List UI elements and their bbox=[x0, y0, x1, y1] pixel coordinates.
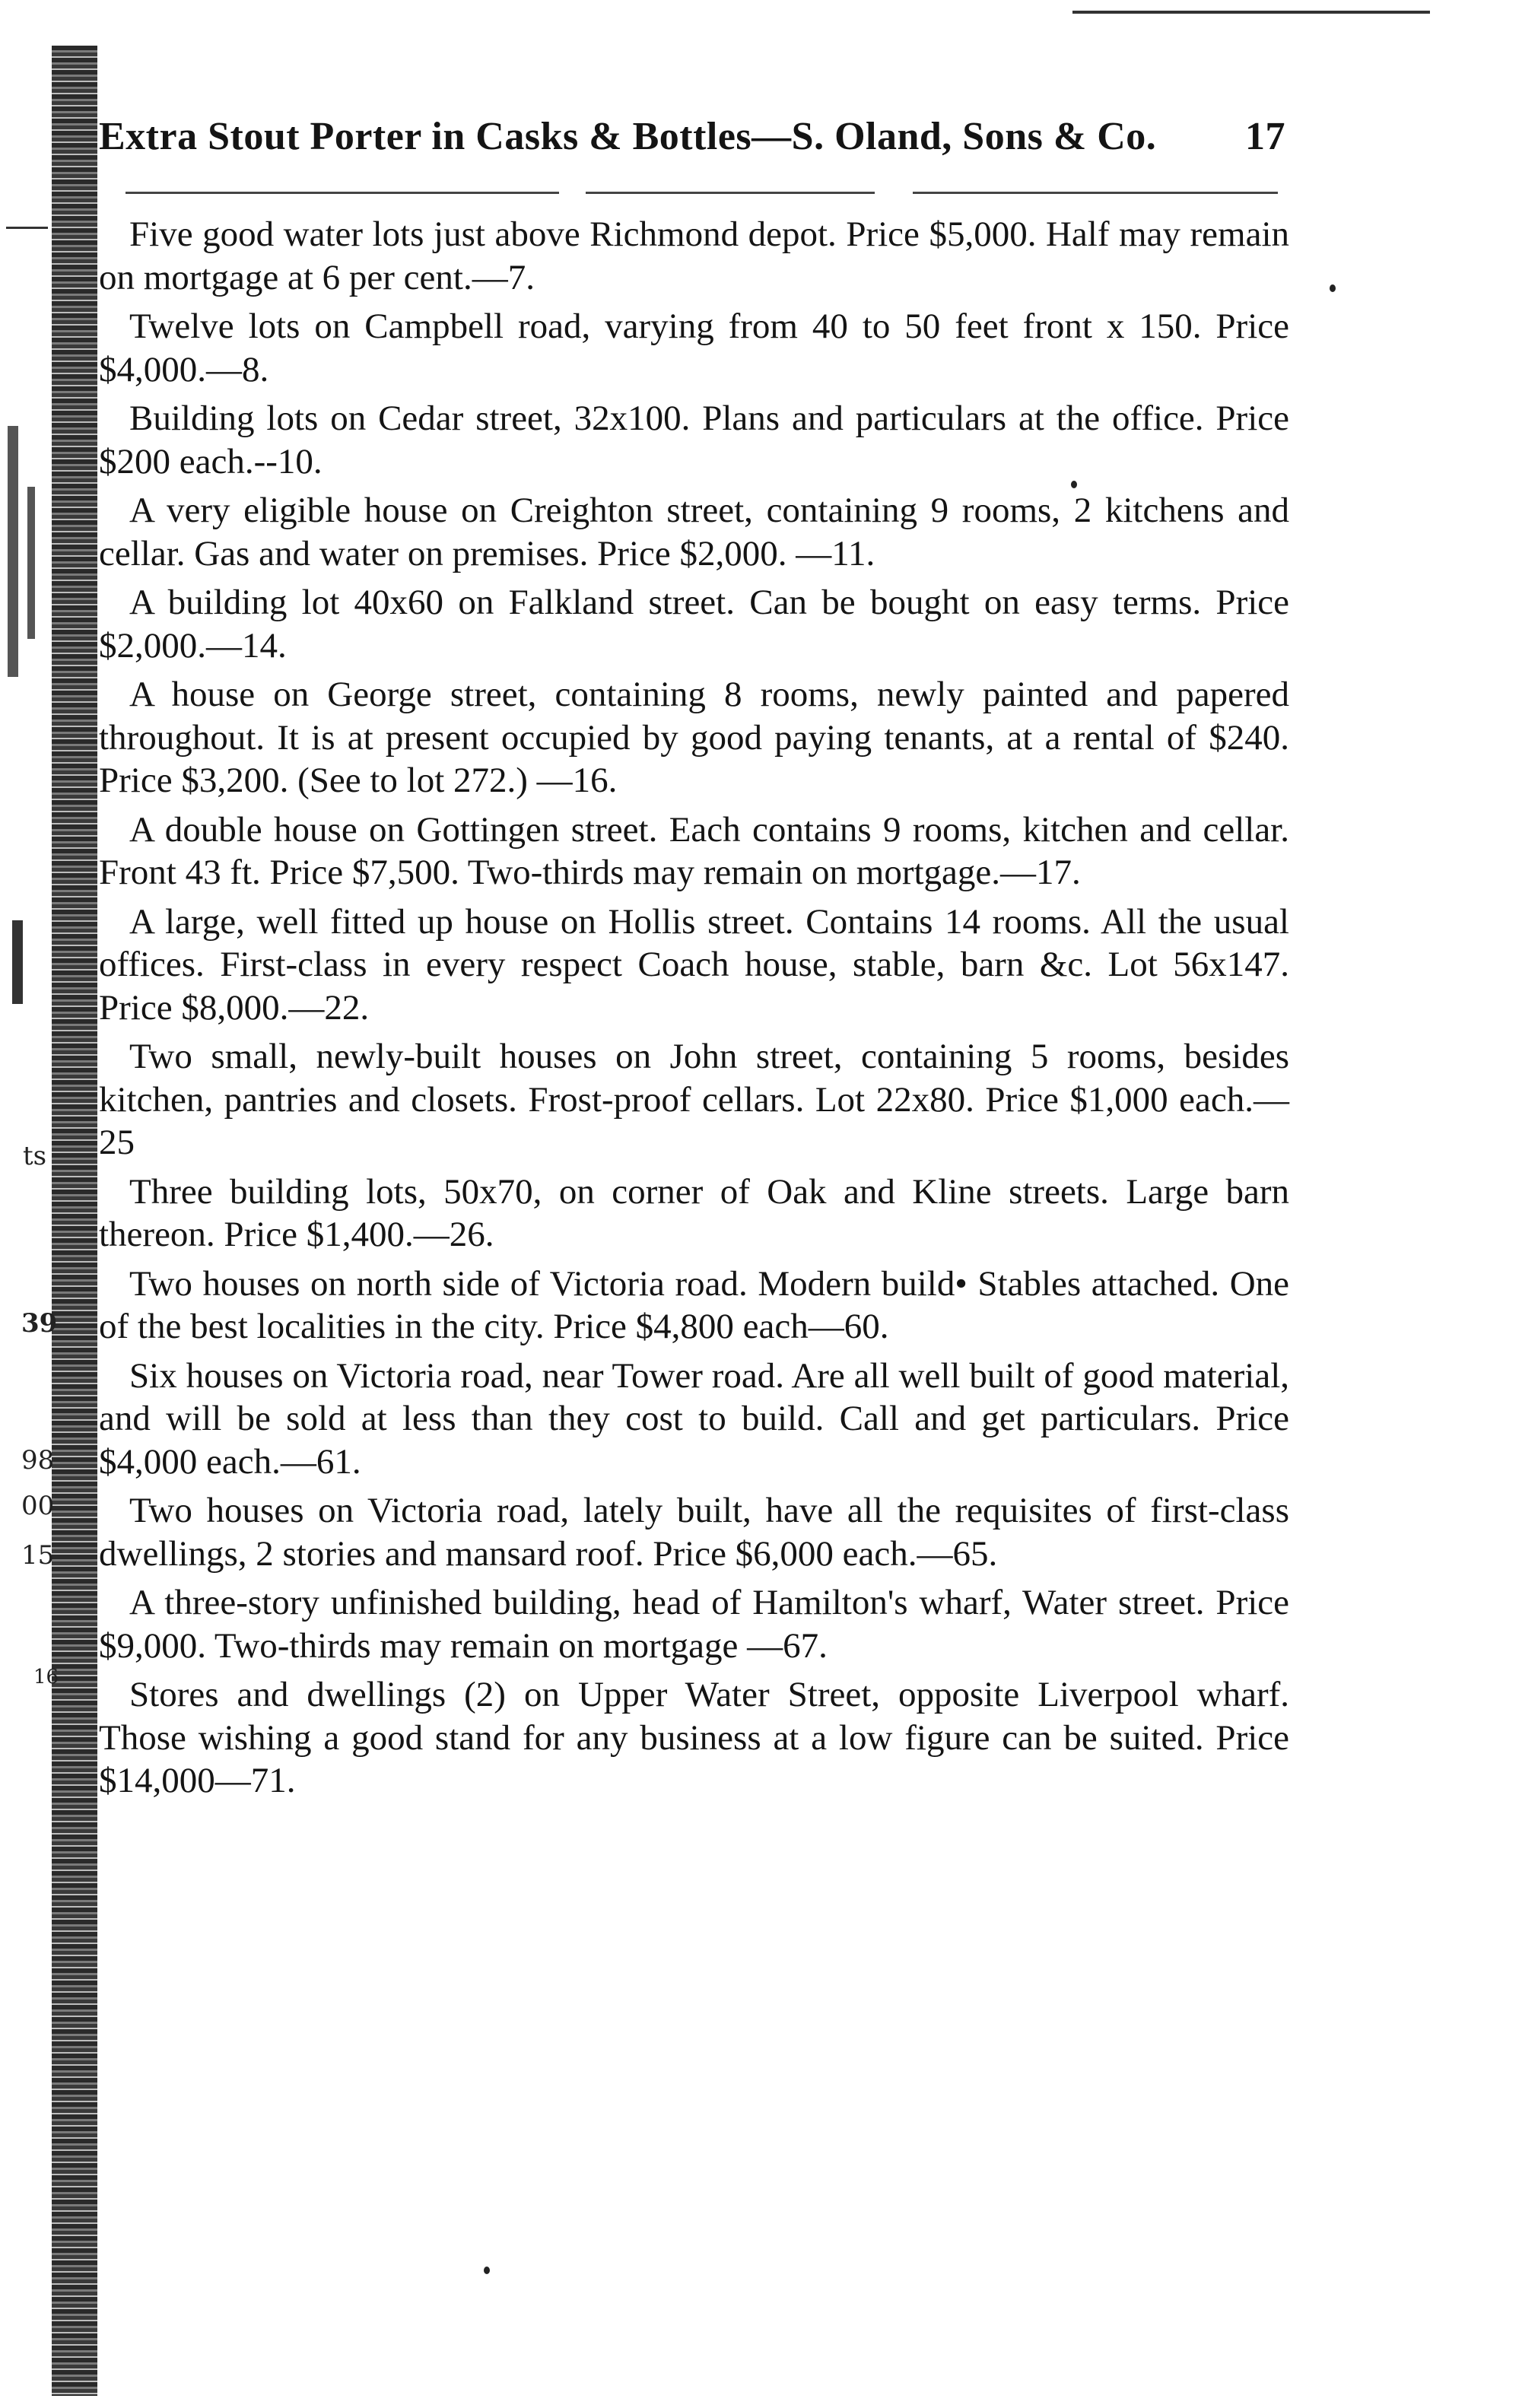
listing-paragraph: Stores and dwellings (2) on Upper Water Street, opposite Liverpool wharf. Those wishing a good stand for any business at a low figure can be suited. Price $14,000—71. bbox=[99, 1675, 1289, 1800]
listing-paragraph: Five good water lots just above Richmond depot. Price $5,000. Half may remain on mortgage at 6 per cent.—7. bbox=[99, 214, 1289, 297]
listing-paragraph: A large, well fitted up house on Hollis street. Contains 14 rooms. All the usual offices. First-class in every respect Coach house, stable, barn &c. Lot 56x147. Price $8,000.—22. bbox=[99, 901, 1289, 1028]
running-title: Extra Stout Porter in Casks & Bottles—S. Oland, Sons & Co. bbox=[99, 115, 1157, 158]
listing-paragraph: A house on George street, containing 8 rooms, newly painted and papered throughout. It is at present occupied by good paying tenants, at a rental of $240. Price $3,200. (See to lot 272.) —16. bbox=[99, 675, 1289, 800]
page-header bbox=[99, 114, 1285, 175]
listings-column bbox=[99, 213, 1289, 1809]
print-speck bbox=[484, 2267, 490, 2274]
listing-paragraph: Two small, newly-built houses on John street, containing 5 rooms, besides kitchen, pantries and closets. Frost-proof cellars. Lot 22x80. Price $1,000 each.—25 bbox=[99, 1037, 1289, 1162]
listing-paragraph: Six houses on Victoria road, near Tower road. Are all well built of good material, and will be sold at less than they cost to build. Call and get particulars. Price $4,000 each.—61. bbox=[99, 1355, 1289, 1482]
margin-fragment: 16 bbox=[33, 1666, 59, 1688]
margin-fragment: 00 bbox=[21, 1491, 55, 1521]
listing-paragraph: Building lots on Cedar street, 32x100. Plans and particulars at the office. Price $200 each.--10. bbox=[99, 399, 1289, 481]
top-edge-rule bbox=[1072, 11, 1430, 14]
listing-paragraph: A very eligible house on Creighton street, containing 9 rooms, 2 kitchens and cellar. Gas and water on premises. Price $2,000. —11. bbox=[99, 491, 1289, 573]
header-rule bbox=[586, 192, 875, 194]
print-speck bbox=[1071, 481, 1077, 488]
margin-fragment: 98 bbox=[21, 1445, 55, 1476]
margin-fragment: 15 bbox=[21, 1540, 55, 1571]
listing-paragraph: Twelve lots on Campbell road, varying from 40 to 50 feet front x 150. Price $4,000.—8. bbox=[99, 307, 1289, 389]
header-rule bbox=[913, 192, 1278, 194]
binding-gutter bbox=[52, 46, 97, 2396]
listing-paragraph: A building lot 40x60 on Falkland street. Can be bought on easy terms. Price $2,000.—14. bbox=[99, 583, 1289, 666]
print-speck bbox=[1330, 284, 1336, 292]
margin-mark bbox=[12, 920, 23, 1004]
header-rule bbox=[126, 192, 559, 194]
listing-paragraph: Three building lots, 50x70, on corner of Oak and Kline streets. Large barn thereon. Price $1,400.—26. bbox=[99, 1171, 1289, 1254]
listing-paragraph: Two houses on north side of Victoria road. Modern build• Stables attached. One of the best localities in the city. Price $4,800 each—60. bbox=[99, 1263, 1289, 1346]
listing-paragraph: A three-story unfinished building, head of Hamilton's wharf, Water street. Price $9,000. Two-thirds may remain on mortgage —67. bbox=[99, 1583, 1289, 1666]
margin-tick bbox=[6, 227, 48, 229]
margin-bracket bbox=[27, 487, 35, 639]
listing-paragraph: A double house on Gottingen street. Each contains 9 rooms, kitchen and cellar. Front 43 ft. Price $7,500. Two-thirds may remain on mortgage.—17. bbox=[99, 809, 1289, 892]
margin-fragment: ts bbox=[23, 1141, 47, 1171]
margin-fragment: 39 bbox=[21, 1308, 58, 1339]
listing-paragraph: Two houses on Victoria road, lately built, have all the requisites of first-class dwellings, 2 stories and mansard roof. Price $6,000 each.—65. bbox=[99, 1491, 1289, 1574]
page-number: 17 bbox=[1245, 115, 1285, 158]
margin-bracket bbox=[8, 426, 18, 677]
